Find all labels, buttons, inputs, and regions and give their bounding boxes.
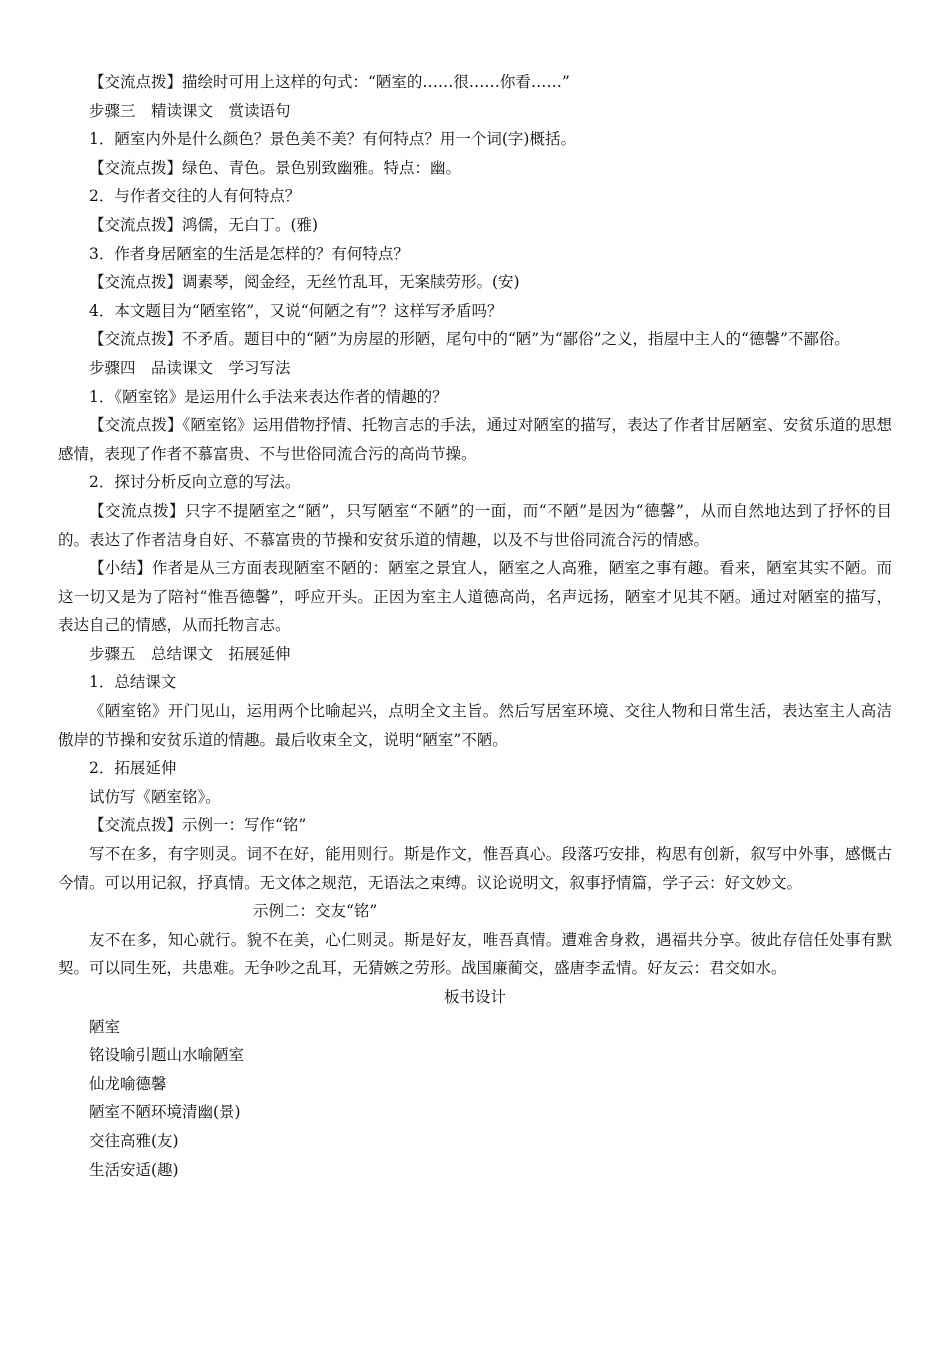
step-five-item-1: 1．总结课文 [89, 673, 177, 692]
step-five-item-2: 2．拓展延伸 [89, 759, 177, 778]
example-two-heading: 示例二：交友“铭” [253, 902, 378, 921]
question-2: 2．与作者交往的人有何特点？ [89, 187, 301, 206]
example-two-text: 友不在多，知心就行。貌不在美，心仁则灵。斯是好友，唯吾真情。遭难舍身救，遇福共分享。彼此存信任处事有默契。可以同生死，共患难。无争吵之乱耳，无猜嫉之劳形。战国廉蔺交，盛唐李孟情。好友云：君交如水。 [58, 930, 892, 978]
blackboard-design [58, 983, 892, 1184]
question-3: 3．作者身居陋室的生活是怎样的？有何特点？ [89, 244, 409, 263]
answer-4: 【交流点拨】不矛盾。题目中的“陋”为房屋的形陋，尾句中的“陋”为“鄙俗”之义，指屋中主人的“德馨”不鄙俗。 [89, 330, 850, 349]
step-four-answer-1: 【交流点拨】《陋室铭》运用借物抒情、托物言志的手法，通过对陋室的描写，表达了作者甘居陋室、安贫乐道的思想感情，表现了作者不慕富贵、不与世俗同流合污的高尚节操。 [58, 416, 892, 463]
blackboard-line: 仙龙喻德馨 [89, 1074, 167, 1093]
imitation-prompt: 试仿写《陋室铭》。 [89, 787, 221, 806]
answer-2: 【交流点拨】鸿儒，无白丁。(雅) [89, 215, 319, 234]
step-four-question-1: 1．《陋室铭》是运用什么手法来表达作者的情趣的？ [89, 387, 448, 406]
blackboard-line: 交往高雅(友) [89, 1131, 179, 1150]
answer-1: 【交流点拨】绿色、青色。景色别致幽雅。特点：幽。 [89, 158, 462, 177]
example-one-text: 写不在多，有字则灵。词不在好，能用则行。斯是作文，惟吾真心。段落巧安排，构思有创新，叙写中外事，感慨古今情。可以用记叙，抒真情。无文体之规范，无语法之束缚。议论说明文，叙事抒情篇，学子云：好文妙文。 [58, 845, 892, 892]
example-one-heading: 【交流点拨】示例一：写作“铭” [89, 816, 307, 835]
blackboard-title: 板书设计 [443, 988, 506, 1006]
answer-3: 【交流点拨】调素琴，阅金经，无丝竹乱耳，无案牍劳形。(安) [89, 273, 520, 292]
blackboard-line: 生活安适(趣) [89, 1160, 179, 1179]
step-four-question-2: 2．探讨分析反向立意的写法。 [89, 473, 301, 492]
step-five-heading: 步骤五 总结课文 拓展延伸 [89, 644, 291, 663]
blackboard-line: 铭设喻引题山水喻陋室 [89, 1046, 245, 1065]
step-three-heading: 步骤三 精读课文 赏读语句 [89, 101, 291, 120]
blackboard-line: 陋室 [89, 1017, 121, 1036]
blackboard-line: 陋室不陋环境清幽(景) [89, 1103, 241, 1122]
step-four-answer-2: 【交流点拨】只字不提陋室之“陋”，只写陋室“不陋”的一面，而“不陋”是因为“德馨”，从而自然地达到了抒怀的目的。表达了作者洁身自好、不慕富贵的节操和安贫乐道的情趣，以及不与世俗同流合污的情感。 [58, 501, 892, 549]
question-1: 1．陋室内外是什么颜色？景色美不美？有何特点？用一个词(字)概括。 [89, 130, 576, 149]
summary-paragraph: 【小结】作者是从三方面表现陋室不陋的：陋室之景宜人，陋室之人高雅，陋室之事有趣。看来，陋室其实不陋。而这一切又是为了陪衬“惟吾德馨”，呼应开头。正因为室主人道德高尚，名声远扬，陋室才见其不陋。通过对陋室的描写，表达自己的情感，从而托物言志。 [58, 559, 892, 635]
tip-sentence-pattern: 【交流点拨】描绘时可用上这样的句式：“陋室的……很……你看……” [89, 73, 570, 91]
step-four-heading: 步骤四 品读课文 学习写法 [89, 358, 291, 377]
question-4: 4．本文题目为“陋室铭”，又说“何陋之有”？这样写矛盾吗？ [89, 301, 503, 320]
conclusion-paragraph: 《陋室铭》开门见山，运用两个比喻起兴，点明全文主旨。然后写居室环境、交往人物和日常生活，表达室主人高洁傲岸的节操和安贫乐道的情趣。最后收束全文，说明“陋室”不陋。 [58, 702, 892, 749]
document-page [58, 68, 892, 1184]
